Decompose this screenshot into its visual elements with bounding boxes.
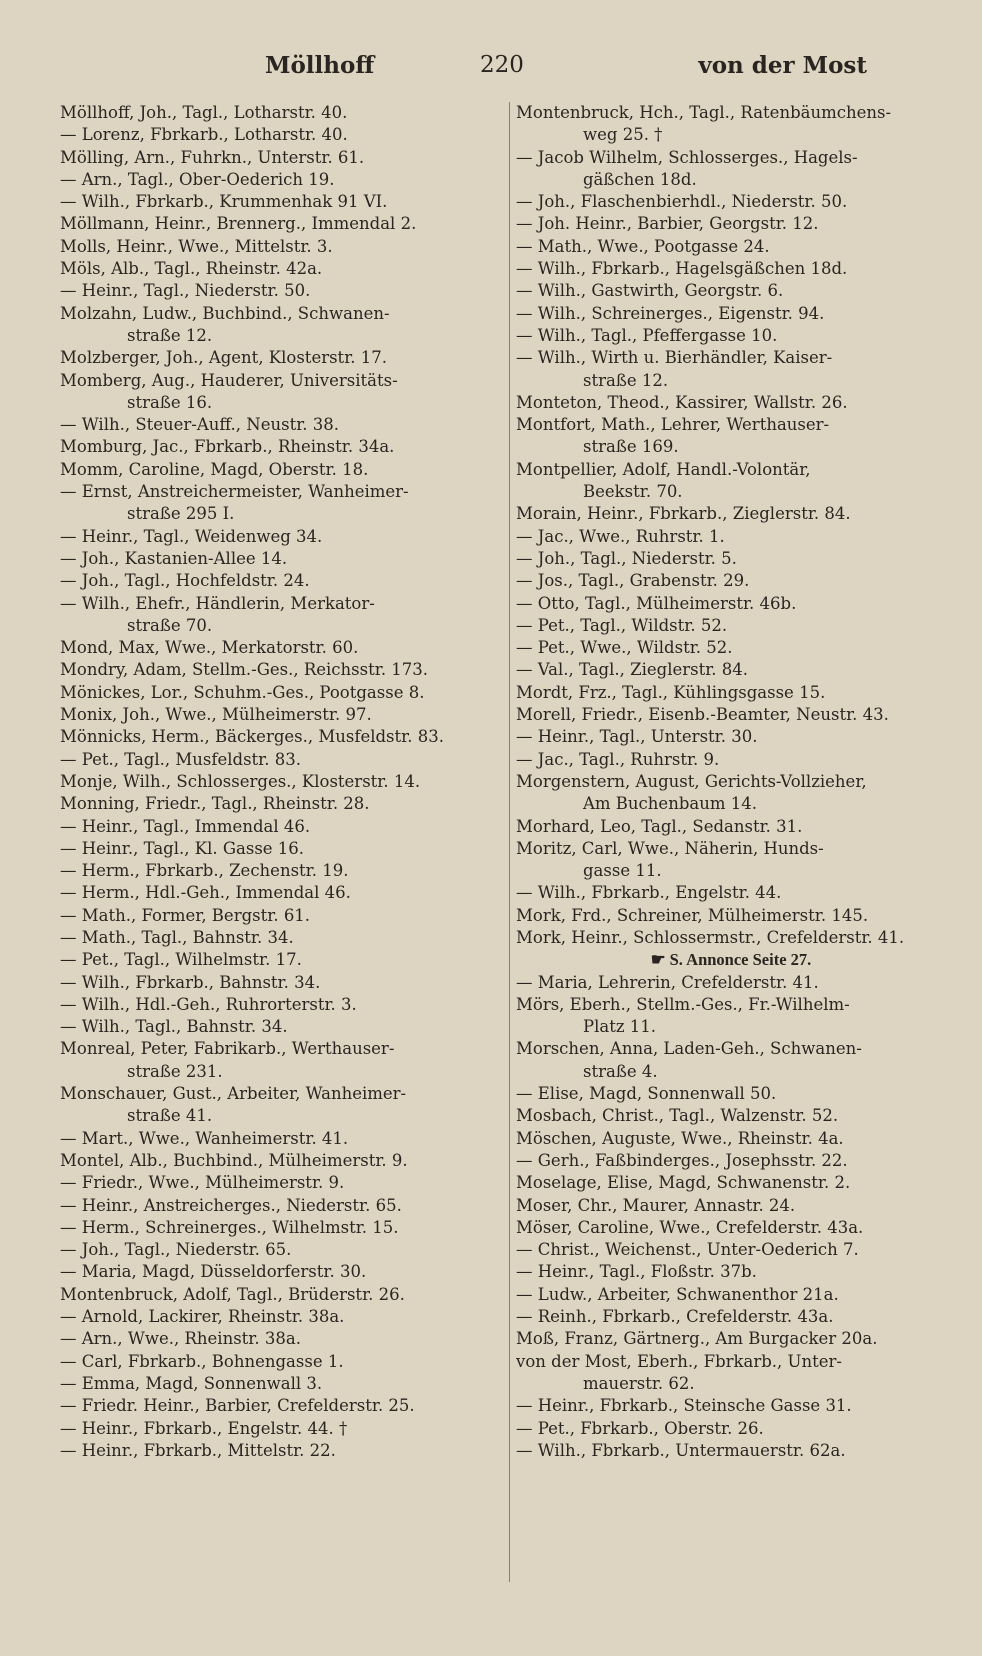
- entry-continuation: straße 169.: [583, 437, 679, 457]
- left-column: [60, 102, 500, 1462]
- directory-entry: — Gerh., Faßbinderges., Josephsstr. 22.: [516, 1150, 848, 1170]
- page-header: [60, 52, 920, 92]
- directory-entry: — Wilh., Fbrkarb., Untermauerstr. 62a.: [516, 1440, 846, 1460]
- directory-entry: — Wilh., Steuer-Auff., Neustr. 38.: [60, 415, 340, 435]
- directory-entry: Möschen, Auguste, Wwe., Rheinstr. 4a.: [516, 1128, 844, 1148]
- directory-entry: — Carl, Fbrkarb., Bohnengasse 1.: [60, 1351, 344, 1371]
- directory-entry: — Heinr., Fbrkarb., Engelstr. 44. †: [60, 1418, 348, 1438]
- annonce-reference: ☛ S. Annonce Seite 27.: [650, 950, 812, 970]
- directory-entry: — Math., Wwe., Pootgasse 24.: [516, 236, 770, 256]
- directory-entry: Monix, Joh., Wwe., Mülheimerstr. 97.: [60, 705, 372, 725]
- directory-entry: — Pet., Wwe., Wildstr. 52.: [516, 638, 733, 658]
- directory-entry: Mordt, Frz., Tagl., Kühlingsgasse 15.: [516, 682, 826, 702]
- directory-entry: — Wilh., Tagl., Bahnstr. 34.: [60, 1017, 288, 1037]
- directory-entry: Momburg, Jac., Fbrkarb., Rheinstr. 34a.: [60, 437, 395, 457]
- directory-entry: — Jos., Tagl., Grabenstr. 29.: [516, 571, 750, 591]
- directory-entry: — Heinr., Tagl., Weidenweg 34.: [60, 526, 323, 546]
- directory-entry: — Wilh., Fbrkarb., Krummenhak 91 VI.: [60, 192, 388, 212]
- directory-entry: — Joh., Tagl., Niederstr. 5.: [516, 548, 737, 568]
- directory-entry: Mörs, Eberh., Stellm.-Ges., Fr.-Wilhelm-: [516, 994, 850, 1014]
- directory-entry: — Reinh., Fbrkarb., Crefelderstr. 43a.: [516, 1307, 834, 1327]
- directory-entry: — Otto, Tagl., Mülheimerstr. 46b.: [516, 593, 797, 613]
- directory-entry: Mönnicks, Herm., Bäckerges., Musfeldstr. 83.: [60, 727, 444, 747]
- directory-entry: von der Most, Eberh., Fbrkarb., Unter-: [516, 1351, 842, 1371]
- directory-entry: — Emma, Magd, Sonnenwall 3.: [60, 1373, 323, 1393]
- directory-entry: Möllmann, Heinr., Brennerg., Immendal 2.: [60, 214, 417, 234]
- directory-entry: Möser, Caroline, Wwe., Crefelderstr. 43a.: [516, 1217, 864, 1237]
- directory-entry: — Wilh., Schreinerges., Eigenstr. 94.: [516, 303, 825, 323]
- directory-entry: — Ludw., Arbeiter, Schwanenthor 21a.: [516, 1284, 839, 1304]
- directory-entry: Montenbruck, Adolf, Tagl., Brüderstr. 26.: [60, 1284, 405, 1304]
- entry-continuation: straße 70.: [127, 615, 213, 635]
- directory-entry: Montfort, Math., Lehrer, Werthauser-: [516, 415, 830, 435]
- directory-entry: — Wilh., Fbrkarb., Engelstr. 44.: [516, 883, 782, 903]
- directory-entry: — Heinr., Tagl., Kl. Gasse 16.: [60, 838, 305, 858]
- directory-entry: — Lorenz, Fbrkarb., Lotharstr. 40.: [60, 125, 348, 145]
- directory-entry: — Herm., Schreinerges., Wilhelmstr. 15.: [60, 1217, 399, 1237]
- directory-entry: — Wilh., Fbrkarb., Hagelsgäßchen 18d.: [516, 259, 848, 279]
- directory-entry: — Herm., Hdl.-Geh., Immendal 46.: [60, 883, 351, 903]
- directory-entry: — Herm., Fbrkarb., Zechenstr. 19.: [60, 861, 349, 881]
- directory-entry: — Math., Tagl., Bahnstr. 34.: [60, 927, 294, 947]
- directory-entry: — Heinr., Tagl., Floßstr. 37b.: [516, 1262, 757, 1282]
- page-number: 220: [480, 52, 524, 78]
- directory-entry: — Pet., Tagl., Musfeldstr. 83.: [60, 749, 301, 769]
- directory-entry: — Mart., Wwe., Wanheimerstr. 41.: [60, 1128, 349, 1148]
- entry-continuation: gasse 11.: [583, 861, 662, 881]
- directory-entry: Möllhoff, Joh., Tagl., Lotharstr. 40.: [60, 103, 348, 122]
- directory-entry: Möls, Alb., Tagl., Rheinstr. 42a.: [60, 259, 323, 279]
- directory-entry: Mölling, Arn., Fuhrkn., Unterstr. 61.: [60, 147, 365, 167]
- entry-continuation: straße 231.: [127, 1061, 223, 1081]
- directory-entry: — Heinr., Fbrkarb., Steinsche Gasse 31.: [516, 1396, 852, 1416]
- entry-continuation: weg 25. †: [583, 125, 663, 145]
- directory-entry: — Christ., Weichenst., Unter-Oederich 7.: [516, 1240, 859, 1260]
- directory-entry: — Arn., Wwe., Rheinstr. 38a.: [60, 1329, 301, 1349]
- directory-entry: Monschauer, Gust., Arbeiter, Wanheimer-: [60, 1084, 407, 1104]
- right-column: [516, 102, 946, 1462]
- directory-entry: — Friedr. Heinr., Barbier, Crefelderstr. 25.: [60, 1396, 415, 1416]
- directory-entry: — Heinr., Tagl., Niederstr. 50.: [60, 281, 311, 301]
- directory-entry: — Wilh., Wirth u. Bierhändler, Kaiser-: [516, 348, 833, 368]
- entry-continuation: Platz 11.: [583, 1017, 657, 1037]
- directory-entry: Monning, Friedr., Tagl., Rheinstr. 28.: [60, 794, 370, 814]
- directory-entry: — Maria, Lehrerin, Crefelderstr. 41.: [516, 972, 819, 992]
- directory-entry: — Joh., Tagl., Hochfeldstr. 24.: [60, 571, 310, 591]
- directory-entry: — Wilh., Fbrkarb., Bahnstr. 34.: [60, 972, 321, 992]
- directory-entry: — Wilh., Ehefr., Händlerin, Merkator-: [60, 593, 375, 613]
- directory-entry: Mönickes, Lor., Schuhm.-Ges., Pootgasse 8.: [60, 682, 425, 702]
- directory-entry: — Heinr., Fbrkarb., Mittelstr. 22.: [60, 1440, 336, 1460]
- directory-entry: Mond, Max, Wwe., Merkatorstr. 60.: [60, 638, 359, 658]
- directory-entry: — Joh., Kastanien-Allee 14.: [60, 548, 288, 568]
- directory-entry: Monreal, Peter, Fabrikarb., Werthauser-: [60, 1039, 395, 1059]
- directory-entry: — Wilh., Hdl.-Geh., Ruhrorterstr. 3.: [60, 994, 357, 1014]
- directory-entry: — Wilh., Gastwirth, Georgstr. 6.: [516, 281, 784, 301]
- header-left-guide-word: Möllhoff: [265, 52, 375, 79]
- directory-entry: Molzberger, Joh., Agent, Klosterstr. 17.: [60, 348, 387, 368]
- directory-entry: Morschen, Anna, Laden-Geh., Schwanen-: [516, 1039, 862, 1059]
- directory-entry: — Jac., Wwe., Ruhrstr. 1.: [516, 526, 725, 546]
- directory-entry: Momberg, Aug., Hauderer, Universitäts-: [60, 370, 398, 390]
- directory-entry: Momm, Caroline, Magd, Oberstr. 18.: [60, 459, 369, 479]
- directory-entry: Mork, Frd., Schreiner, Mülheimerstr. 145.: [516, 905, 869, 925]
- directory-entry: — Friedr., Wwe., Mülheimerstr. 9.: [60, 1173, 345, 1193]
- directory-entry: Montel, Alb., Buchbind., Mülheimerstr. 9.: [60, 1150, 408, 1170]
- entry-continuation: straße 295 I.: [127, 504, 235, 524]
- directory-entry: Morhard, Leo, Tagl., Sedanstr. 31.: [516, 816, 803, 836]
- directory-entry: — Joh. Heinr., Barbier, Georgstr. 12.: [516, 214, 819, 234]
- entry-continuation: straße 12.: [583, 370, 669, 390]
- directory-entry: — Jacob Wilhelm, Schlosserges., Hagels-: [516, 147, 858, 167]
- directory-entry: Moritz, Carl, Wwe., Näherin, Hunds-: [516, 838, 824, 858]
- directory-entry: Moser, Chr., Maurer, Annastr. 24.: [516, 1195, 796, 1215]
- directory-entry: — Ernst, Anstreichermeister, Wanheimer-: [60, 482, 409, 502]
- entry-continuation: gäßchen 18d.: [583, 169, 697, 189]
- directory-entry: Molls, Heinr., Wwe., Mittelstr. 3.: [60, 236, 333, 256]
- directory-entry: Moß, Franz, Gärtnerg., Am Burgacker 20a.: [516, 1329, 878, 1349]
- directory-entry: Montenbruck, Hch., Tagl., Ratenbäumchens-: [516, 103, 892, 122]
- entry-continuation: Beekstr. 70.: [583, 482, 683, 502]
- directory-entry: — Heinr., Tagl., Immendal 46.: [60, 816, 311, 836]
- directory-entry: — Val., Tagl., Zieglerstr. 84.: [516, 660, 749, 680]
- directory-entry: — Maria, Magd, Düsseldorferstr. 30.: [60, 1262, 367, 1282]
- directory-entry: Monje, Wilh., Schlosserges., Klosterstr. 14.: [60, 771, 421, 791]
- directory-entry: Moselage, Elise, Magd, Schwanenstr. 2.: [516, 1173, 851, 1193]
- directory-entry: Monteton, Theod., Kassirer, Wallstr. 26.: [516, 392, 848, 412]
- entry-continuation: mauerstr. 62.: [583, 1373, 695, 1393]
- entry-continuation: straße 16.: [127, 392, 213, 412]
- directory-entry: — Arnold, Lackirer, Rheinstr. 38a.: [60, 1307, 345, 1327]
- directory-entry: — Joh., Flaschenbierhdl., Niederstr. 50.: [516, 192, 848, 212]
- directory-entry: — Pet., Tagl., Wildstr. 52.: [516, 615, 728, 635]
- directory-entry: — Pet., Tagl., Wilhelmstr. 17.: [60, 950, 302, 970]
- directory-entry: Montpellier, Adolf, Handl.-Volontär,: [516, 459, 811, 479]
- entry-continuation: Am Buchenbaum 14.: [583, 794, 757, 814]
- directory-entry: Mondry, Adam, Stellm.-Ges., Reichsstr. 173.: [60, 660, 429, 680]
- directory-entry: Mork, Heinr., Schlossermstr., Crefelderstr. 41.: [516, 927, 905, 947]
- directory-entry: Morgenstern, August, Gerichts-Vollzieher,: [516, 771, 867, 791]
- entry-continuation: straße 4.: [583, 1061, 658, 1081]
- entry-continuation: straße 12.: [127, 325, 213, 345]
- directory-entry: — Joh., Tagl., Niederstr. 65.: [60, 1240, 292, 1260]
- header-right-guide-word: von der Most: [698, 52, 867, 79]
- directory-entry: Mosbach, Christ., Tagl., Walzenstr. 52.: [516, 1106, 839, 1126]
- directory-entry: Molzahn, Ludw., Buchbind., Schwanen-: [60, 303, 390, 323]
- directory-entry: — Elise, Magd, Sonnenwall 50.: [516, 1084, 777, 1104]
- directory-entry: Morell, Friedr., Eisenb.-Beamter, Neustr. 43.: [516, 705, 889, 725]
- directory-entry: — Arn., Tagl., Ober-Oederich 19.: [60, 169, 335, 189]
- entry-continuation: straße 41.: [127, 1106, 213, 1126]
- directory-entry: — Heinr., Anstreicherges., Niederstr. 65.: [60, 1195, 402, 1215]
- directory-entry: — Math., Former, Bergstr. 61.: [60, 905, 311, 925]
- directory-entry: — Jac., Tagl., Ruhrstr. 9.: [516, 749, 720, 769]
- directory-entry: Morain, Heinr., Fbrkarb., Zieglerstr. 84.: [516, 504, 851, 524]
- directory-entry: — Pet., Fbrkarb., Oberstr. 26.: [516, 1418, 764, 1438]
- directory-entry: — Heinr., Tagl., Unterstr. 30.: [516, 727, 758, 747]
- directory-entry: — Wilh., Tagl., Pfeffergasse 10.: [516, 325, 778, 345]
